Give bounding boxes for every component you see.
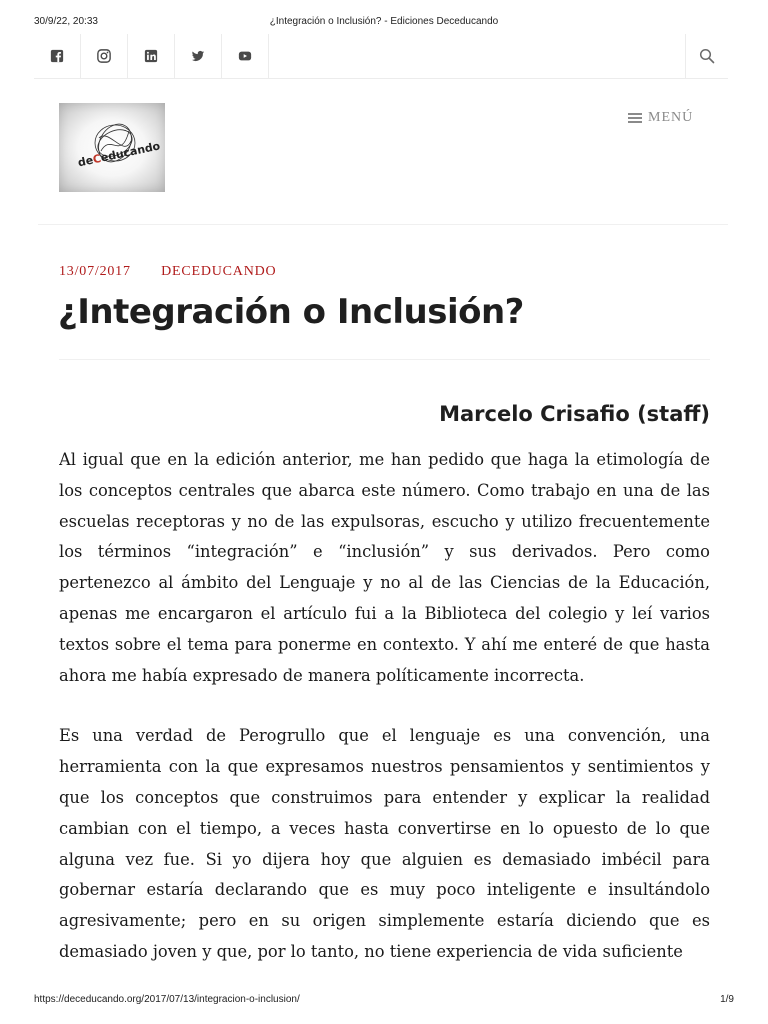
social-links: [34, 34, 269, 78]
hamburger-icon: [628, 113, 642, 123]
article-paragraph: Es una verdad de Perogrullo que el lenguaje es una convención, una herramienta con la que expresamos nuestros pensamientos y sentimientos y que los conceptos que construimos para entender y explicar la realidad cambian con el tiempo, a veces hasta convertirse en lo opuesto de lo que alguna vez fue. Si yo dijera hoy que alguien es demasiado imbécil para gobernar estaría declarando que es muy poco inteligente e insultándolo agresivamente; pero en su origen simplemente estaría diciendo que es demasiado joven y que, por lo tanto, no tiene experiencia de vida suficiente: [59, 726, 710, 961]
post-meta: [59, 264, 276, 282]
youtube-icon[interactable]: [222, 34, 269, 78]
twitter-icon[interactable]: [175, 34, 222, 78]
print-datetime: 30/9/22, 20:33: [34, 16, 98, 27]
header-divider: [38, 224, 728, 225]
print-footer: [34, 994, 734, 1008]
menu-label: MENÚ: [648, 110, 694, 125]
site-logo[interactable]: [59, 103, 165, 192]
print-url: https://deceducando.org/2017/07/13/integracion-o-inclusion/: [34, 994, 300, 1005]
print-page-title: ¿Integración o Inclusión? - Ediciones Deceducando: [269, 16, 499, 27]
post-byline: Marcelo Crisafio (staff): [439, 402, 710, 426]
post-category-link[interactable]: DECEDUCANDO: [161, 264, 277, 279]
menu-button[interactable]: [628, 109, 693, 127]
print-header: [34, 16, 734, 30]
instagram-icon[interactable]: [81, 34, 128, 78]
post-date-link[interactable]: 13/07/2017: [59, 264, 131, 279]
facebook-icon[interactable]: [34, 34, 81, 78]
print-page-number: 1/9: [720, 994, 734, 1005]
linkedin-icon[interactable]: [128, 34, 175, 78]
article-body: [59, 445, 710, 970]
title-divider: [59, 359, 710, 360]
search-icon[interactable]: [685, 34, 728, 78]
svg-text:deCeducando: deCeducando: [76, 139, 162, 170]
post-title: ¿Integración o Inclusión?: [58, 292, 524, 332]
article-paragraph: Al igual que en la edición anterior, me han pedido que haga la etimología de los conceptos centrales que abarca este número. Como trabajo en una de las escuelas receptoras y no de las expulsoras, escucho y utilizo frecuentemente los términos “integración” e “inclusión” y sus derivados. Pero como pertenezco al ámbito del Lenguaje y no al de las Ciencias de la Educación, apenas me encargaron el artículo fui a la Biblioteca del colegio y leí varios textos sobre el tema para ponerme en contexto. Y ahí me enteré de que hasta ahora me había expresado de manera políticamente incorrecta.: [59, 450, 710, 685]
social-bar: [34, 34, 728, 79]
